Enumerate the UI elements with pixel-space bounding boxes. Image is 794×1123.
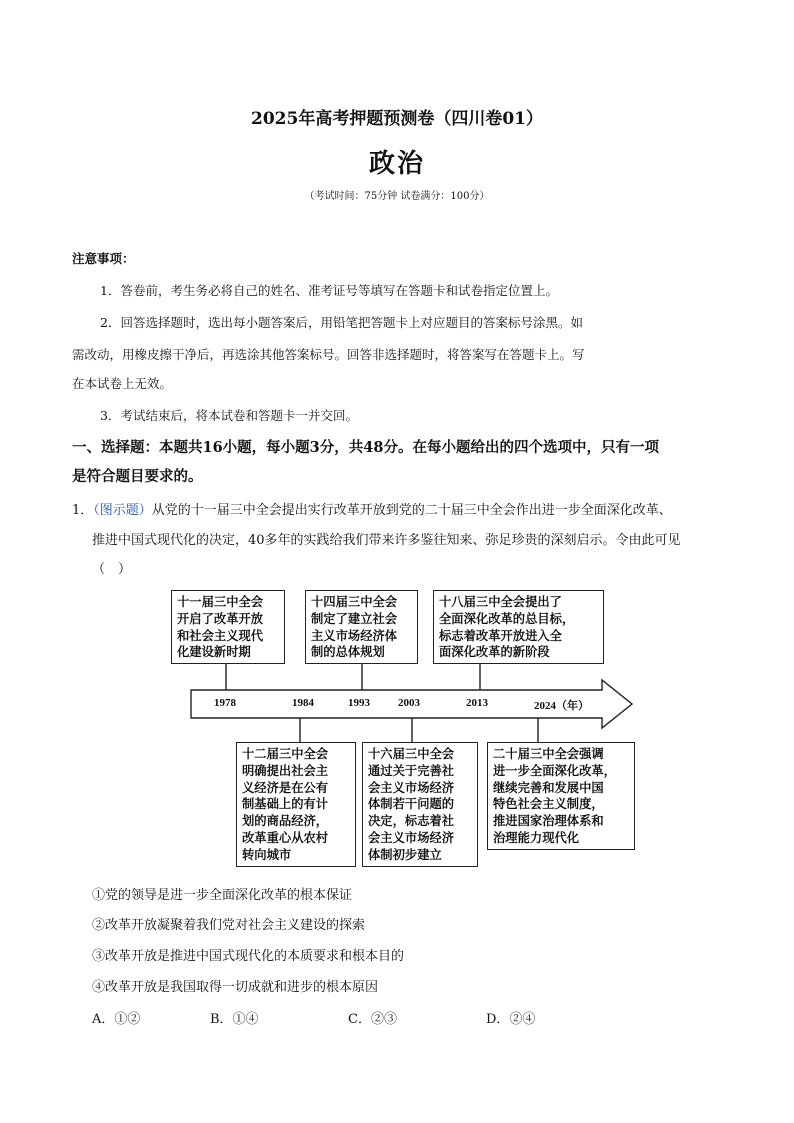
box-1993-line: 十四届三中全会 bbox=[311, 594, 398, 609]
option-d[interactable]: D．②④ bbox=[486, 1012, 536, 1027]
notice-item-2: 2．回答选择题时，选出每小题答案后，用铅笔把答题卡上对应题目的答案标号涂黑。如 bbox=[100, 315, 583, 330]
statement-4: ④改革开放是我国取得一切成就和进步的根本原因 bbox=[92, 980, 379, 995]
box-1984-line: 制基础上的有计 bbox=[242, 796, 329, 812]
box-1993 bbox=[305, 590, 418, 664]
exam-meta: （考试时间：75分钟 试卷满分：100分） bbox=[304, 191, 490, 202]
box-1984-line: 划的商品经济， bbox=[242, 813, 329, 829]
box-1993-line: 制定了建立社会 bbox=[311, 610, 398, 626]
box-2013-line: 面深化改革的新阶段 bbox=[439, 644, 550, 660]
box-2013-line: 全面深化改革的总目标， bbox=[439, 610, 575, 626]
option-a[interactable]: A．①② bbox=[92, 1012, 141, 1027]
box-1984-line: 转向城市 bbox=[242, 846, 292, 862]
box-2024-line: 治理能力现代化 bbox=[493, 829, 580, 845]
notice-item-1: 1．答卷前，考生务必将自己的姓名、准考证号等填写在答题卡和试卷指定位置上。 bbox=[100, 283, 558, 298]
year-2003: 2003 bbox=[398, 697, 420, 709]
box-1993-line: 制的总体规划 bbox=[311, 644, 385, 660]
box-2003-line: 十六届三中全会 bbox=[368, 746, 455, 761]
box-1984-line: 义经济是在公有 bbox=[242, 779, 329, 795]
question-number: 1． bbox=[72, 503, 94, 518]
box-2003 bbox=[362, 742, 478, 867]
box-2024-line: 特色社会主义制度， bbox=[493, 796, 604, 812]
box-1978-line: 和社会主义现代 bbox=[177, 627, 264, 643]
box-2003-line: 会主义市场经济 bbox=[368, 829, 455, 845]
box-1984 bbox=[236, 742, 356, 867]
box-2003-line: 通过关于完善社 bbox=[368, 762, 455, 778]
year-2013: 2013 bbox=[466, 697, 488, 709]
box-2024 bbox=[487, 742, 635, 850]
option-b[interactable]: B．①④ bbox=[210, 1012, 259, 1027]
year-2024: 2024（年） bbox=[534, 700, 589, 712]
box-2003-line: 体制若干问题的 bbox=[368, 796, 455, 812]
question-tag: （图示题） bbox=[93, 503, 152, 518]
box-1978-line: 十一届三中全会 bbox=[177, 594, 264, 609]
year-1993: 1993 bbox=[348, 697, 370, 709]
box-2024-line: 进一步全面深化改革， bbox=[493, 762, 616, 778]
option-c[interactable]: C．②③ bbox=[348, 1012, 397, 1027]
box-1978 bbox=[171, 590, 285, 664]
box-2003-line: 体制初步建立 bbox=[368, 846, 442, 862]
statement-2: ②改革开放凝聚着我们党对社会主义建设的探索 bbox=[92, 918, 366, 933]
statement-1: ①党的领导是进一步全面深化改革的根本保证 bbox=[92, 888, 353, 903]
notice-item-3: 3．考试结束后，将本试卷和答题卡一并交回。 bbox=[100, 408, 358, 423]
answer-blank: （ ） bbox=[92, 562, 132, 577]
box-1984-line: 改革重心从农村 bbox=[242, 829, 329, 845]
box-2024-line: 二十届三中全会强调 bbox=[493, 746, 604, 761]
question-1-stem-line-2: 推进中国式现代化的决定，40多年的实践给我们带来许多鉴往知来、弥足珍贵的深刻启示。令由此可见 bbox=[92, 533, 681, 548]
box-1984-line: 十二届三中全会 bbox=[242, 746, 329, 761]
statement-3: ③改革开放是推进中国式现代化的本质要求和根本目的 bbox=[92, 949, 405, 964]
box-2013-line: 十八届三中全会提出了 bbox=[439, 594, 562, 609]
notice-item-2-cont: 需改动，用橡皮擦干净后，再选涂其他答案标号。回答非选择题时，将答案写在答题卡上。写 bbox=[72, 347, 585, 362]
box-2013-line: 标志着改革开放进入全 bbox=[439, 627, 562, 643]
year-1984: 1984 bbox=[292, 697, 314, 709]
box-2024-line: 推进国家治理体系和 bbox=[493, 813, 604, 829]
box-1993-line: 主义市场经济体 bbox=[311, 627, 398, 643]
stem-text-1: 从党的十一届三中全会提出实行改革开放到党的二十届三中全会作出进一步全面深化改革、 bbox=[151, 503, 672, 518]
subject-title: 政治 bbox=[368, 149, 425, 179]
box-2003-line: 决定，标志着社 bbox=[368, 813, 455, 829]
year-1978: 1978 bbox=[214, 697, 236, 709]
box-1978-line: 化建设新时期 bbox=[177, 644, 251, 660]
box-1978-line: 开启了改革开放 bbox=[177, 610, 264, 626]
box-2013 bbox=[433, 590, 604, 664]
section-heading-cont: 是符合题目要求的。 bbox=[72, 468, 203, 485]
box-2003-line: 会主义市场经济 bbox=[368, 779, 455, 795]
notice-item-2-end: 在本试卷上无效。 bbox=[72, 376, 173, 391]
box-1984-line: 明确提出社会主 bbox=[242, 762, 329, 778]
paper-title: 2025年高考押题预测卷（四川卷01） bbox=[251, 109, 543, 129]
box-2024-line: 继续完善和发展中国 bbox=[493, 779, 604, 795]
section-heading: 一、选择题：本题共16小题，每小题3分，共48分。在每小题给出的四个选项中，只有一项 bbox=[72, 439, 659, 456]
notice-heading: 注意事项： bbox=[72, 251, 135, 266]
